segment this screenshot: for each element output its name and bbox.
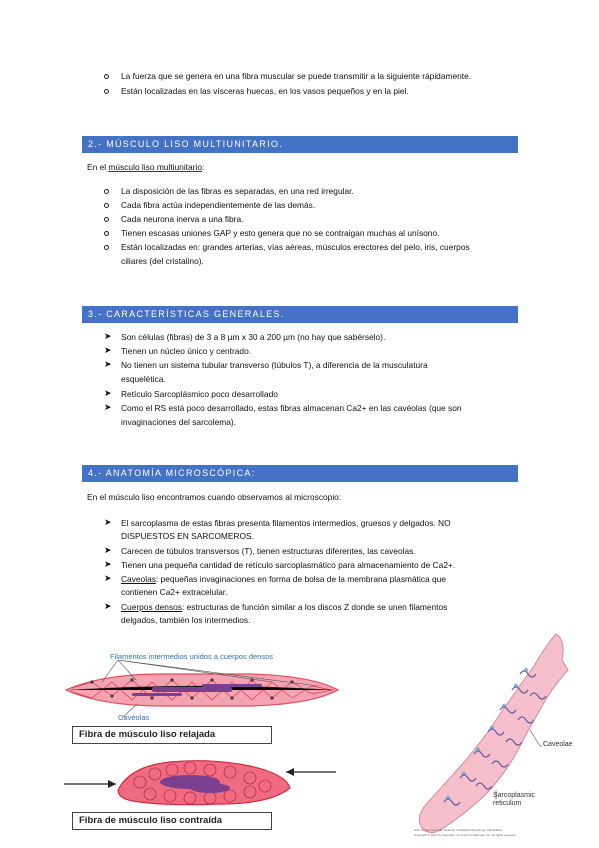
arrow-bullet-icon: ➤ [104, 345, 112, 355]
section2-bullet: Están localizadas en: grandes arterias, vías aéreas, músculos erectores del pelo, iris, cuerpos [121, 242, 470, 252]
caption-relaxed: Fibra de músculo liso relajada [72, 726, 272, 744]
section3-bullet: No tienen un sistema tubular transverso (túbulos T), a diferencia de la musculatura [121, 360, 428, 370]
section2-bullet: Cada neurona inerva a una fibra. [121, 214, 244, 224]
label-reticulum: reticulum [493, 800, 522, 807]
arrow-bullet-icon: ➤ [104, 545, 112, 555]
caption-contracted: Fibra de músculo liso contraída [72, 812, 272, 830]
label-sarcoplasmic: Sarcoplasmic [493, 792, 536, 799]
section2-bullet-cont: ciliares (del cristalino). [121, 256, 204, 266]
arrow-bullet-icon: ➤ [104, 517, 112, 527]
arrow-bullet-icon: ➤ [104, 402, 112, 412]
intro-bullet-1: La fuerza que se genera en una fibra muscular se puede transmitir a la siguiente rápidamente. [121, 71, 472, 81]
intro-bullet-2: Están localizadas en las vísceras huecas, en los vasos pequeños y en la piel. [121, 86, 409, 96]
bullet-circle [104, 231, 109, 236]
section2-bullet: Cada fibra actúa independientemente de las demás. [121, 200, 316, 210]
section-header-4: 4.- ANATOMÍA MICROSCÓPICA: [82, 465, 518, 482]
section2-lead-prefix: En el [87, 162, 109, 172]
section3-bullet-cont: invaginaciones del sarcolema). [121, 417, 236, 427]
cuerpos-definition: : estructuras de función similar a los discos Z donde se unen filamentos [182, 602, 448, 612]
bullet-circle [104, 217, 109, 222]
section4-bullet-cont: DISPUESTOS EN SARCOMEROS. [121, 531, 254, 541]
section4-lead: En el músculo liso encontramos cuando observamos al microscopio: [87, 492, 342, 502]
arrow-bullet-icon: ➤ [104, 388, 112, 398]
section4-bullet-cuerpos [121, 602, 447, 613]
section4-bullet-cont: delgados, también los intermedios. [121, 615, 251, 625]
section2-lead [87, 162, 204, 173]
section4-bullet: El sarcoplasma de estas fibras presenta filamentos intermedios, gruesos y delgados. NO [121, 518, 451, 528]
arrow-bullet-icon: ➤ [104, 359, 112, 369]
bullet-circle [104, 245, 109, 250]
figure-credit-2: Copyright © 2011 by Saunders, an imprint of Elsevier, Inc. All rights reserved. [414, 833, 517, 837]
figure-label-filamentos: Filamentos intermedios unidos a cuerpos densos [110, 652, 274, 661]
figure-label-caveolas: Cavéolas [118, 713, 150, 722]
relaxed-fiber-illustration [62, 660, 342, 720]
section4-bullet: Tienen una pequeña cantidad de retículo sarcoplasmático para almacenamiento de Ca2+. [121, 560, 456, 570]
section3-bullet: Como el RS está poco desarrollado, estas fibras almacenan Ca2+ en las cavéolas (que son [121, 403, 462, 413]
label-caveolae: Caveolae [543, 741, 573, 748]
bullet-circle [104, 203, 109, 208]
section-header-2: 2.- MÚSCULO LISO MULTIUNITARIO. [82, 136, 518, 153]
caveolae-diagram-illustration [400, 630, 580, 840]
section4-bullet-cont: contienen Ca2+ extracelular. [121, 587, 228, 597]
section2-bullet: La disposición de las fibras es separadas, en una red irregular. [121, 186, 354, 196]
caveolas-definition: : pequeñas invaginaciones en forma de bolsa de la membrana plasmática que [155, 574, 446, 584]
section2-bullet: Tienen escasas uniones GAP y esto genera que no se contraigan muchas al unísono. [121, 228, 440, 238]
section4-bullet-caveolas [121, 574, 446, 585]
section2-lead-term: músculo liso multiunitario [108, 162, 202, 172]
bullet-circle [104, 189, 109, 194]
figure-credit-1: Hall: Guyton and Hall Textbook of Medical Physiology, 12th Edition [414, 828, 503, 832]
bullet-circle [104, 74, 109, 79]
section-header-3: 3.- CARACTERÍSTICAS GENERALES. [82, 306, 518, 323]
section3-bullet-cont: esquelética. [121, 374, 166, 384]
arrow-bullet-icon: ➤ [104, 601, 112, 611]
section4-bullet: Carecen de túbulos transversos (T), tienen estructuras diferentes, las caveolas. [121, 546, 416, 556]
section2-lead-suffix: : [201, 162, 205, 172]
bullet-circle [104, 89, 109, 94]
section3-bullet: Tienen un núcleo único y centrado. [121, 346, 252, 356]
term-cuerpos-densos: Cuerpos densos [121, 602, 182, 612]
arrow-bullet-icon: ➤ [104, 559, 112, 569]
section3-bullet: Retículo Sarcoplásmico poco desarrollado [121, 389, 278, 399]
arrow-bullet-icon: ➤ [104, 331, 112, 341]
contracted-fiber-illustration [60, 752, 340, 812]
arrow-bullet-icon: ➤ [104, 573, 112, 583]
term-caveolas: Caveolas [121, 574, 156, 584]
section3-bullet: Son células (fibras) de 3 a 8 µm x 30 a 200 µm (no hay que sabérselo). [121, 332, 386, 342]
